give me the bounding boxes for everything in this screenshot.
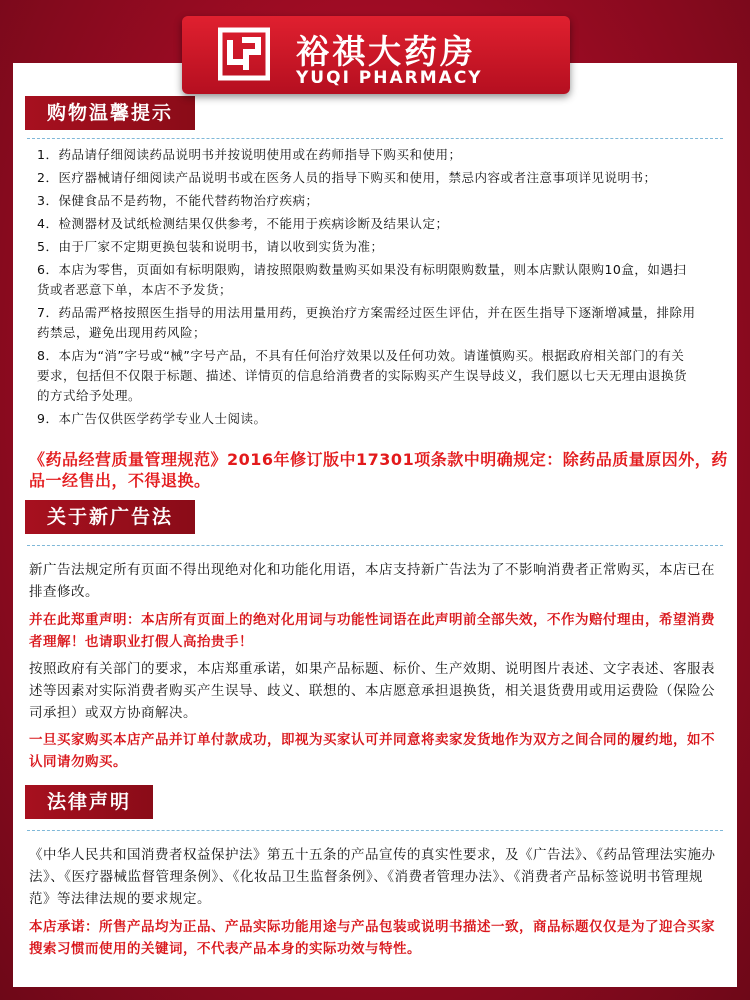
ad-law-commitment: 按照政府有关部门的要求，本店郑重承诺，如果产品标题、标价、生产效期、说明图片表述、文字表述、客服表述等因素对实际消费者购买产生误导、歧义、联想的、本店愿意承担退换货，相关退货费用或用运费险（保险公司承担）或双方协商解决。 — [29, 661, 715, 721]
list-item: 7．药品需严格按照医生指导的用法用量用药，更换治疗方案需经过医生评估，并在医生指导下逐渐增减量，排除用药禁忌，避免出现用药风险； — [37, 305, 696, 340]
section-title: 购物温馨提示 — [47, 102, 174, 124]
list-item: 2．医疗器械请仔细阅读产品说明书或在医务人员的指导下购买和使用，禁忌内容或者注意事项详见说明书； — [37, 170, 657, 185]
list-item: 9．本广告仅供医学药学专业人士阅读。 — [37, 411, 267, 426]
yuqi-logo-icon — [218, 26, 270, 82]
brand-banner — [182, 16, 570, 94]
list-item: 1．药品请仔细阅读药品说明书并按说明使用或在药师指导下购买和使用； — [37, 147, 462, 162]
legal-paragraph: 《中华人民共和国消费者权益保护法》第五十五条的产品宣传的真实性要求，及《广告法》、《药品管理法实施办法》、《医疗器械监督管理条例》、《化妆品卫生监督条例》、《消费者管理办法》、《消费者产品标签说明书管理规范》等法律法规的要求规定。 — [29, 847, 716, 907]
content-panel — [13, 63, 737, 987]
ad-law-contract-clause: 一旦买家购买本店产品并订单付款成功，即视为买家认可并同意将卖家发货地作为双方之间合同的履约地，如不认同请勿购买。 — [29, 732, 715, 770]
section-title: 法律声明 — [47, 791, 132, 813]
ad-law-paragraph: 新广告法规定所有页面不得出现绝对化和功能化用语，本店支持新广告法为了不影响消费者正常购买，本店已在排查修改。 — [29, 562, 715, 600]
list-item: 8．本店为“消”字号或“械”字号产品，不具有任何治疗效果以及任何功效。请谨慎购买。根据政府相关部门的有关要求，包括但不仅限于标题、描述、详情页的信息给消费者的实际购买产生误导歧义，我们愿以七天无理由退换货的方式给予处理。 — [37, 348, 688, 403]
brand-name-en: YUQI PHARMACY — [296, 68, 483, 88]
list-item: 5．由于厂家不定期更换包装和说明书，请以收到实货为准； — [37, 239, 384, 254]
list-item: 3．保健食品不是药物，不能代替药物治疗疾病； — [37, 193, 319, 208]
list-item: 4．检测器材及试纸检测结果仅供参考，不能用于疾病诊断及结果认定； — [37, 216, 449, 231]
list-item: 6．本店为零售，页面如有标明限购，请按照限购数量购买如果没有标明限购数量，则本店默认限购10盒，如遇扫货或者恶意下单，本店不予发货； — [37, 262, 687, 297]
divider — [27, 830, 723, 831]
section-header-legal — [25, 785, 153, 819]
legal-commitment: 本店承诺：所售产品均为正品、产品实际功能用途与产品包装或说明书描述一致，商品标题仅仅是为了迎合买家搜索习惯而使用的关键词，不代表产品本身的实际功效与特性。 — [29, 919, 715, 957]
section-header-shopping-tips — [25, 96, 195, 130]
return-policy-notice: 《药品经营质量管理规范》2016年修订版中17301项条款中明确规定：除药品质量原因外，药品一经售出，不得退换。 — [29, 450, 728, 490]
ad-law-declaration: 并在此郑重声明：本店所有页面上的绝对化用词与功能性词语在此声明前全部失效，不作为赔付理由，希望消费者理解！也请职业打假人高抬贵手！ — [29, 612, 715, 650]
section-title: 关于新广告法 — [47, 506, 174, 528]
divider — [27, 138, 723, 139]
divider — [27, 545, 723, 546]
section-header-ad-law — [25, 500, 195, 534]
shopping-tips-list — [37, 145, 697, 432]
brand-name-cn: 裕祺大药房 — [296, 32, 476, 71]
